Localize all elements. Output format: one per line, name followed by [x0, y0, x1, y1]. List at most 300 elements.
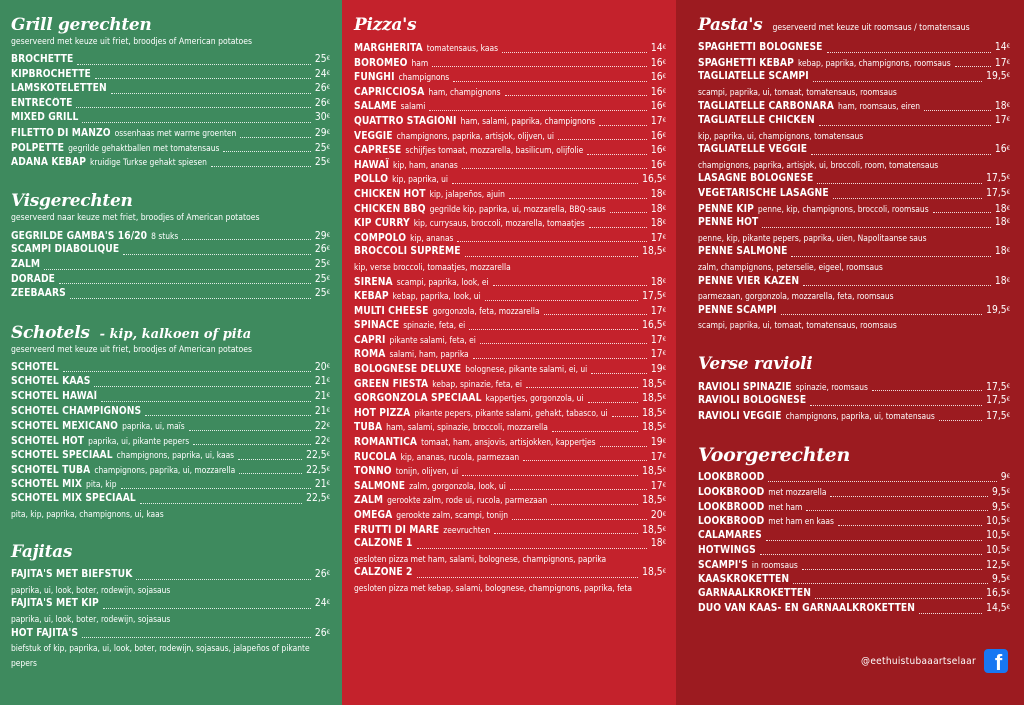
item-price	[995, 41, 1010, 56]
item-name: SCHOTEL KAAS	[11, 376, 91, 388]
menu-item-list	[11, 361, 330, 522]
item-name: MARGHERITA	[354, 43, 423, 54]
item-description: kebap, paprika, champignons, roomsaus	[797, 57, 951, 68]
item-name: FILETTO DI MANZO	[11, 127, 111, 139]
item-name: SALAME	[354, 101, 397, 113]
dotted-leader	[591, 373, 647, 374]
menu-item	[354, 391, 666, 406]
item-name: SCHOTEL MIX SPECIAAL	[11, 493, 136, 505]
item-price-value: 25	[314, 157, 327, 169]
item-description: met mozzarella	[768, 487, 827, 498]
currency-symbol: €	[662, 160, 666, 168]
item-price-value: 18	[650, 218, 663, 230]
currency-symbol: €	[326, 391, 330, 399]
item-name: POLLO	[354, 174, 389, 186]
menu-item	[11, 258, 330, 273]
dotted-leader	[803, 285, 991, 286]
item-description: kruidige Turkse gehakt spiesen	[90, 157, 207, 168]
item-description: scampi, paprika, look, ei	[396, 276, 489, 287]
item-subdescription: paprika, ui, look, boter, rodewijn, sojasaus	[11, 584, 171, 595]
item-price	[315, 390, 330, 405]
currency-symbol: €	[1006, 412, 1010, 420]
dotted-leader	[830, 496, 988, 497]
menu-item	[698, 143, 1010, 158]
menu-item	[11, 492, 330, 507]
item-name: SCHOTEL HOT	[11, 435, 85, 447]
item-price-value: 18,5	[642, 567, 663, 579]
currency-symbol: €	[662, 73, 666, 81]
item-description: kip, ham, ananas	[392, 159, 458, 170]
section-title: Verse ravioli	[698, 353, 813, 374]
menu-item	[698, 70, 1010, 85]
item-name: FAJITA'S MET KIP	[11, 598, 99, 610]
item-price	[986, 70, 1010, 85]
item-price-value: 22,5	[306, 450, 327, 462]
section-header	[11, 322, 330, 344]
menu-item	[354, 347, 666, 362]
currency-symbol: €	[326, 465, 330, 473]
currency-symbol: €	[1006, 218, 1010, 226]
currency-symbol: €	[662, 146, 666, 154]
item-name: SCAMPI'S	[698, 560, 748, 572]
currency-symbol: €	[662, 204, 666, 212]
item-description: kip, paprika, ui	[392, 174, 449, 185]
item-price	[651, 188, 666, 202]
item-price	[315, 568, 330, 583]
item-name: KAASKROKETTEN	[698, 573, 790, 585]
dotted-leader	[819, 125, 991, 126]
item-price	[995, 216, 1010, 231]
item-price-value: 17	[994, 57, 1007, 69]
item-name: TAGLIATELLE VEGGIE	[698, 144, 808, 156]
dotted-leader	[145, 415, 311, 416]
dotted-leader	[502, 52, 647, 53]
item-price-value: 9,5	[991, 501, 1007, 513]
item-name: KIPBROCHETTE	[11, 68, 91, 80]
item-price-value: 17,5	[986, 411, 1007, 423]
section-header	[354, 14, 666, 36]
item-price	[995, 114, 1010, 129]
currency-symbol: €	[326, 245, 330, 253]
dotted-leader	[588, 402, 639, 403]
item-name: LAMSKOTELETTEN	[11, 83, 107, 95]
menu-item	[11, 287, 330, 302]
item-price-value: 17	[650, 349, 663, 361]
currency-symbol: €	[326, 406, 330, 414]
item-name: OMEGA	[354, 510, 393, 521]
facebook-letter: f	[994, 650, 1003, 673]
item-price-value: 19,5	[986, 71, 1007, 83]
item-name: ENTRECÔTE	[11, 97, 73, 109]
dotted-leader	[76, 107, 310, 108]
dotted-leader	[462, 168, 647, 169]
item-description: pita, kip	[86, 479, 117, 490]
item-price-value: 18,5	[642, 422, 663, 434]
menu-item	[11, 68, 330, 83]
item-price-value: 18,5	[642, 466, 663, 478]
menu-section	[698, 444, 1010, 617]
currency-symbol: €	[326, 55, 330, 62]
menu-item	[11, 627, 330, 642]
item-description: pikante salami, feta, ei	[389, 334, 476, 345]
dotted-leader	[768, 481, 996, 482]
item-description: ham, roomsaus, eiren	[837, 101, 921, 112]
item-price-value: 18,5	[642, 393, 663, 405]
item-price-value: 24	[314, 68, 327, 80]
item-name: FUNGHI	[354, 72, 395, 84]
section-header	[11, 14, 330, 36]
item-price	[651, 203, 666, 217]
menu-item	[11, 434, 330, 449]
menu-item	[354, 318, 666, 333]
dotted-leader	[817, 183, 982, 184]
item-description: kappertjes, gorgonzola, ui	[485, 393, 584, 404]
item-price	[642, 407, 666, 421]
section-title: Voorgerechten	[698, 443, 850, 466]
dotted-leader	[465, 256, 639, 257]
menu-item-list	[354, 41, 666, 596]
currency-symbol: €	[1006, 174, 1010, 182]
item-price-value: 29	[314, 230, 327, 242]
currency-symbol: €	[1006, 58, 1010, 66]
currency-symbol: €	[1006, 531, 1010, 539]
item-price-value: 17	[994, 114, 1007, 126]
menu-item	[11, 568, 330, 583]
item-price-value: 24	[314, 598, 327, 610]
item-price	[986, 172, 1010, 187]
item-name: BROCHETTE	[11, 54, 74, 65]
item-price-value: 17	[650, 232, 663, 244]
currency-symbol: €	[662, 44, 666, 51]
item-name: CALAMARES	[698, 530, 762, 542]
menu-section	[11, 322, 330, 522]
item-price	[642, 290, 666, 304]
item-description: penne, kip, champignons, broccoli, roomsaus	[757, 203, 929, 214]
dotted-leader	[95, 78, 311, 79]
item-name: LOOKBROOD	[698, 471, 765, 483]
dotted-leader	[94, 386, 310, 387]
facebook-icon[interactable]	[984, 649, 1008, 673]
item-description: 8 stuks	[151, 230, 179, 241]
item-price-value: 16	[650, 57, 663, 69]
item-price	[1001, 471, 1010, 486]
currency-symbol: €	[662, 247, 666, 255]
menu-item	[698, 602, 1010, 617]
item-price	[651, 100, 666, 114]
item-price-value: 18,5	[642, 495, 663, 507]
item-price-value: 26	[314, 244, 327, 256]
menu-item	[354, 216, 666, 231]
currency-symbol: €	[1006, 72, 1010, 80]
item-price	[651, 159, 666, 173]
dotted-leader	[417, 577, 639, 578]
dotted-leader	[121, 488, 311, 489]
dotted-leader	[59, 283, 311, 284]
menu-item	[11, 229, 330, 244]
item-description: ossenhaas met warme groenten	[114, 127, 237, 138]
item-name: LOOKBROOD	[698, 487, 765, 499]
menu-item	[354, 523, 666, 538]
item-price-value: 12,5	[986, 560, 1007, 572]
item-price-value: 16	[650, 130, 663, 142]
currency-symbol: €	[1006, 545, 1010, 553]
item-price	[315, 361, 330, 376]
item-name: PENNE VIER KAZEN	[698, 275, 800, 287]
item-name: CAPRESE	[354, 145, 402, 157]
menu-item	[11, 111, 330, 126]
item-subdescription: scampi, paprika, ui, tomaat, tomatensaus, roomsaus	[698, 320, 897, 331]
item-description: met ham en kaas	[768, 516, 834, 527]
item-name: CALZONE 1	[354, 538, 413, 550]
currency-symbol: €	[1006, 247, 1010, 255]
item-name: SCHOTEL CHAMPIGNONS	[11, 405, 142, 417]
menu-item	[698, 202, 1010, 217]
item-name: CHICKEN HOT	[354, 188, 426, 200]
item-price-value: 16	[994, 144, 1007, 156]
dotted-leader	[82, 122, 310, 123]
item-price-value: 26	[314, 627, 327, 639]
item-name: RAVIOLI BOLOGNESE	[698, 395, 807, 407]
menu-item	[698, 471, 1010, 486]
item-subdescription: pita, kip, paprika, champignons, ui, kaas	[11, 508, 164, 519]
item-price-value: 18	[650, 538, 663, 550]
currency-symbol: €	[662, 87, 666, 95]
menu-item	[354, 172, 666, 187]
dotted-leader	[924, 110, 991, 111]
social-handle[interactable]: @eethuistubaaartselaar	[861, 655, 976, 667]
section-note: geserveerd naar keuze met friet, broodjes of American potatoes	[11, 212, 260, 223]
item-price-value: 17,5	[986, 173, 1007, 185]
column-dark-red	[676, 0, 1024, 705]
item-name: TAGLIATELLE SCAMPI	[698, 71, 809, 83]
item-price	[642, 173, 666, 187]
item-name: TAGLIATELLE CARBONARA	[698, 101, 834, 113]
item-price-value: 14,5	[986, 603, 1007, 614]
currency-symbol: €	[662, 277, 666, 285]
menu-item	[698, 500, 1010, 515]
item-description: gegrilde gehaktballen met tomatensaus	[68, 142, 220, 153]
item-name: ADANA KEBAP	[11, 157, 87, 169]
menu-section	[11, 14, 330, 170]
item-name: LOOKBROOD	[698, 501, 765, 513]
item-price	[986, 304, 1010, 319]
item-price-value: 9	[1000, 471, 1007, 483]
menu-item	[698, 529, 1010, 544]
dotted-leader	[813, 81, 982, 82]
item-description: kip, jalapeños, ajuin	[429, 188, 505, 199]
dotted-leader	[136, 579, 310, 580]
menu-item	[698, 514, 1010, 529]
item-price-value: 17,5	[642, 291, 663, 303]
dotted-leader	[810, 405, 982, 406]
item-description: tomaat, ham, ansjovis, artisjokken, kappertjes	[421, 437, 596, 448]
item-price	[651, 348, 666, 362]
item-name: ZALM	[354, 495, 384, 507]
item-price-value: 10,5	[986, 544, 1007, 556]
currency-symbol: €	[1006, 188, 1010, 196]
section-header	[698, 14, 1010, 36]
dotted-leader	[480, 343, 647, 344]
menu-section	[11, 190, 330, 302]
item-description: champignons, paprika, ui, kaas	[116, 450, 235, 461]
section-title-extra: - kip, kalkoen of pita	[99, 326, 252, 342]
item-description: gerookte zalm, scampi, tonijn	[396, 510, 508, 520]
item-price	[986, 394, 1010, 409]
item-name: SCHOTEL	[11, 361, 59, 373]
currency-symbol: €	[326, 84, 330, 92]
currency-symbol: €	[1006, 305, 1010, 313]
item-price-value: 18	[994, 203, 1007, 215]
item-price	[995, 100, 1010, 114]
dotted-leader	[599, 125, 647, 126]
currency-symbol: €	[1006, 382, 1010, 390]
menu-item	[698, 245, 1010, 260]
menu-item	[354, 362, 666, 377]
dotted-leader	[760, 554, 982, 555]
item-price	[651, 363, 666, 377]
item-price	[651, 115, 666, 129]
item-name: RUCOLA	[354, 451, 397, 463]
item-description: kebap, paprika, look, ui	[392, 291, 481, 302]
menu-section	[698, 14, 1010, 333]
dotted-leader	[111, 93, 311, 94]
menu-item	[354, 566, 666, 581]
dotted-leader	[505, 95, 647, 96]
item-price	[986, 544, 1010, 559]
item-price-value: 16,5	[642, 174, 663, 186]
item-price-value: 20	[650, 510, 663, 521]
dotted-leader	[589, 227, 647, 228]
item-price-value: 29	[314, 127, 327, 139]
item-description: gorgonzola, feta, mozzarella	[432, 305, 540, 316]
item-price	[642, 421, 666, 435]
item-price-value: 30	[314, 112, 327, 124]
item-price-value: 10,5	[986, 516, 1007, 528]
menu-item	[11, 243, 330, 258]
menu-item-list	[11, 229, 330, 302]
item-name: HOT PIZZA	[354, 407, 411, 419]
item-description: paprika, ui, maïs	[122, 421, 185, 432]
section-title: Schotels	[11, 322, 90, 343]
item-name: VEGGIE	[354, 130, 393, 142]
dotted-leader	[802, 569, 982, 570]
section-title: Grill gerechten	[11, 15, 152, 35]
item-description: zeevruchten	[443, 524, 491, 535]
item-name: ZALM	[11, 258, 41, 270]
section-header	[11, 190, 330, 212]
menu-item	[11, 375, 330, 390]
currency-symbol: €	[662, 102, 666, 110]
menu-item	[698, 304, 1010, 319]
item-description: salami	[400, 101, 426, 112]
currency-symbol: €	[662, 438, 666, 446]
section-title: Pasta's	[698, 15, 763, 35]
item-name: QUATTRO STAGIONI	[354, 115, 457, 127]
item-price	[315, 82, 330, 97]
item-price	[315, 111, 330, 126]
item-description: zalm, gorgonzola, look, ui	[409, 480, 506, 491]
currency-symbol: €	[1006, 561, 1010, 569]
item-price	[651, 42, 666, 56]
menu-item	[698, 380, 1010, 395]
item-description: kip, currysaus, broccoli, mozarella, tomaatjes	[413, 218, 585, 229]
item-description: spinazie, roomsaus	[795, 381, 868, 392]
item-subdescription: biefstuk of kip, paprika, ui, look, boter, rodewijn, sojasaus, jalapeños of pikante pepers	[11, 643, 310, 668]
item-price-value: 18	[994, 275, 1007, 287]
currency-symbol: €	[662, 452, 666, 460]
currency-symbol: €	[662, 335, 666, 343]
item-price	[642, 465, 666, 479]
item-price	[986, 187, 1010, 202]
dotted-leader	[512, 519, 647, 520]
item-description: champignons, paprika, ui, tomatensaus	[785, 411, 935, 422]
currency-symbol: €	[326, 436, 330, 444]
item-description: champignons, paprika, ui, mozzarella	[94, 464, 236, 475]
currency-symbol: €	[662, 423, 666, 431]
item-price-value: 20	[314, 361, 327, 373]
social-footer[interactable]	[861, 649, 1008, 673]
item-name: SPAGHETTI BOLOGNESE	[698, 42, 823, 53]
dotted-leader	[610, 212, 647, 213]
item-name: GREEN FIESTA	[354, 378, 429, 390]
item-price-value: 21	[314, 390, 327, 402]
item-name: ROMA	[354, 349, 386, 361]
dotted-leader	[551, 504, 638, 505]
item-price	[315, 142, 330, 156]
item-price-value: 25	[314, 288, 327, 300]
section-note: geserveerd met keuze uit friet, broodjes of American potatoes	[11, 344, 253, 355]
section-header	[11, 541, 330, 563]
dotted-leader	[933, 212, 991, 213]
item-price-value: 17,5	[986, 381, 1007, 393]
currency-symbol: €	[662, 568, 666, 576]
item-name: KEBAP	[354, 291, 389, 303]
item-price-value: 22	[314, 421, 327, 433]
section-note: geserveerd met keuze uit roomsaus / tomatensaus	[772, 23, 970, 33]
currency-symbol: €	[662, 116, 666, 124]
currency-symbol: €	[662, 131, 666, 139]
item-price-value: 22,5	[306, 464, 327, 476]
dotted-leader	[77, 64, 310, 65]
item-price-value: 10,5	[986, 530, 1007, 542]
dotted-leader	[494, 533, 638, 534]
menu-item	[354, 143, 666, 158]
item-name: LASAGNE BOLOGNESE	[698, 173, 814, 185]
item-price-value: 17	[650, 334, 663, 346]
menu-item	[11, 405, 330, 420]
menu-item	[354, 464, 666, 479]
item-subdescription: paprika, ui, look, boter, rodewijn, sojasaus	[11, 614, 171, 625]
item-name: BOROMEO	[354, 57, 408, 69]
item-subdescription: kip, verse broccoli, tomaatjes, mozzarella	[354, 261, 511, 272]
dotted-leader	[429, 110, 647, 111]
dotted-leader	[223, 151, 310, 152]
menu-item	[354, 231, 666, 246]
item-description: champignons	[398, 72, 450, 83]
currency-symbol: €	[1006, 204, 1010, 212]
menu-item	[354, 420, 666, 435]
currency-symbol: €	[326, 570, 330, 578]
dotted-leader	[240, 137, 311, 138]
item-price	[642, 245, 666, 260]
item-name: FRUTTI DI MARE	[354, 524, 440, 536]
section-note: geserveerd met keuze uit friet, broodjes of American potatoes	[11, 37, 253, 47]
item-price	[651, 232, 666, 246]
item-price	[995, 57, 1010, 71]
menu-item	[354, 493, 666, 508]
item-price	[651, 130, 666, 144]
item-name: CAPRICCIOSA	[354, 86, 425, 98]
